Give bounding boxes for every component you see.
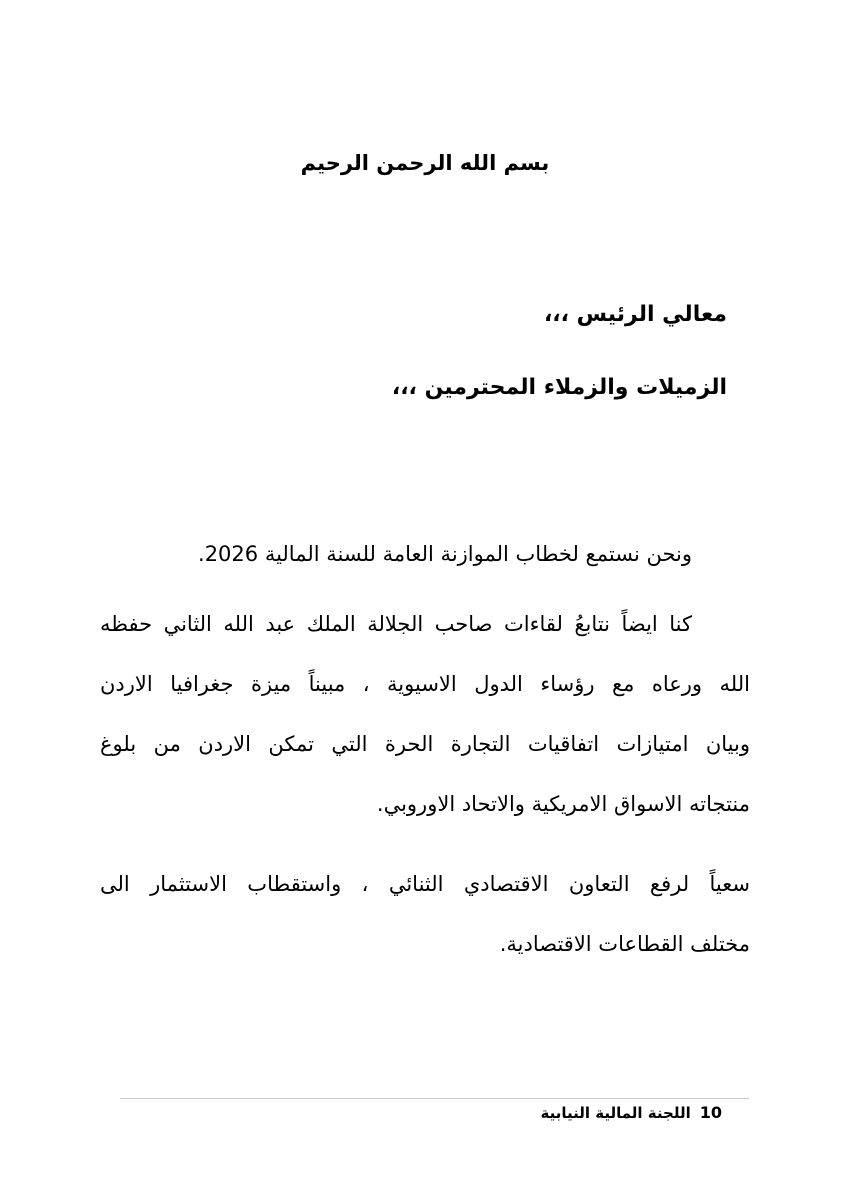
paragraph-3-line-1: سعياً لرفع التعاون الاقتصادي الثنائي ، واستقطاب الاستثمار الى [100,872,750,896]
committee-name-label: اللجنة المالية النيابية [540,1104,691,1122]
greeting-colleagues: الزميلات والزملاء المحترمين ،،، [391,375,727,400]
basmala-heading: بسم الله الرحمن الرحيم [300,151,550,175]
greeting-speaker: معالي الرئيس ،،، [543,302,727,327]
footer-divider [120,1098,749,1099]
paragraph-1-line-1: ونحن نستمع لخطاب الموازنة العامة للسنة المالية 2026. [198,542,692,566]
paragraph-2-line-3: وبيان امتيازات اتفاقيات التجارة الحرة التي تمكن الاردن من بلوغ [100,732,750,756]
paragraph-2-line-4: منتجاته الاسواق الامريكية والاتحاد الاوروبي. [376,792,750,816]
paragraph-2-line-2: الله ورعاه مع رؤساء الدول الاسيوية ، مبيناً ميزة جغرافيا الاردن [100,672,750,696]
paragraph-2-line-1: كنا ايضاً نتابعُ لقاءات صاحب الجلالة الملك عبد الله الثاني حفظه [100,612,692,636]
page-footer [541,1102,722,1124]
page-number: 10 [699,1103,722,1122]
paragraph-3-line-2: مختلف القطاعات الاقتصادية. [499,932,750,956]
